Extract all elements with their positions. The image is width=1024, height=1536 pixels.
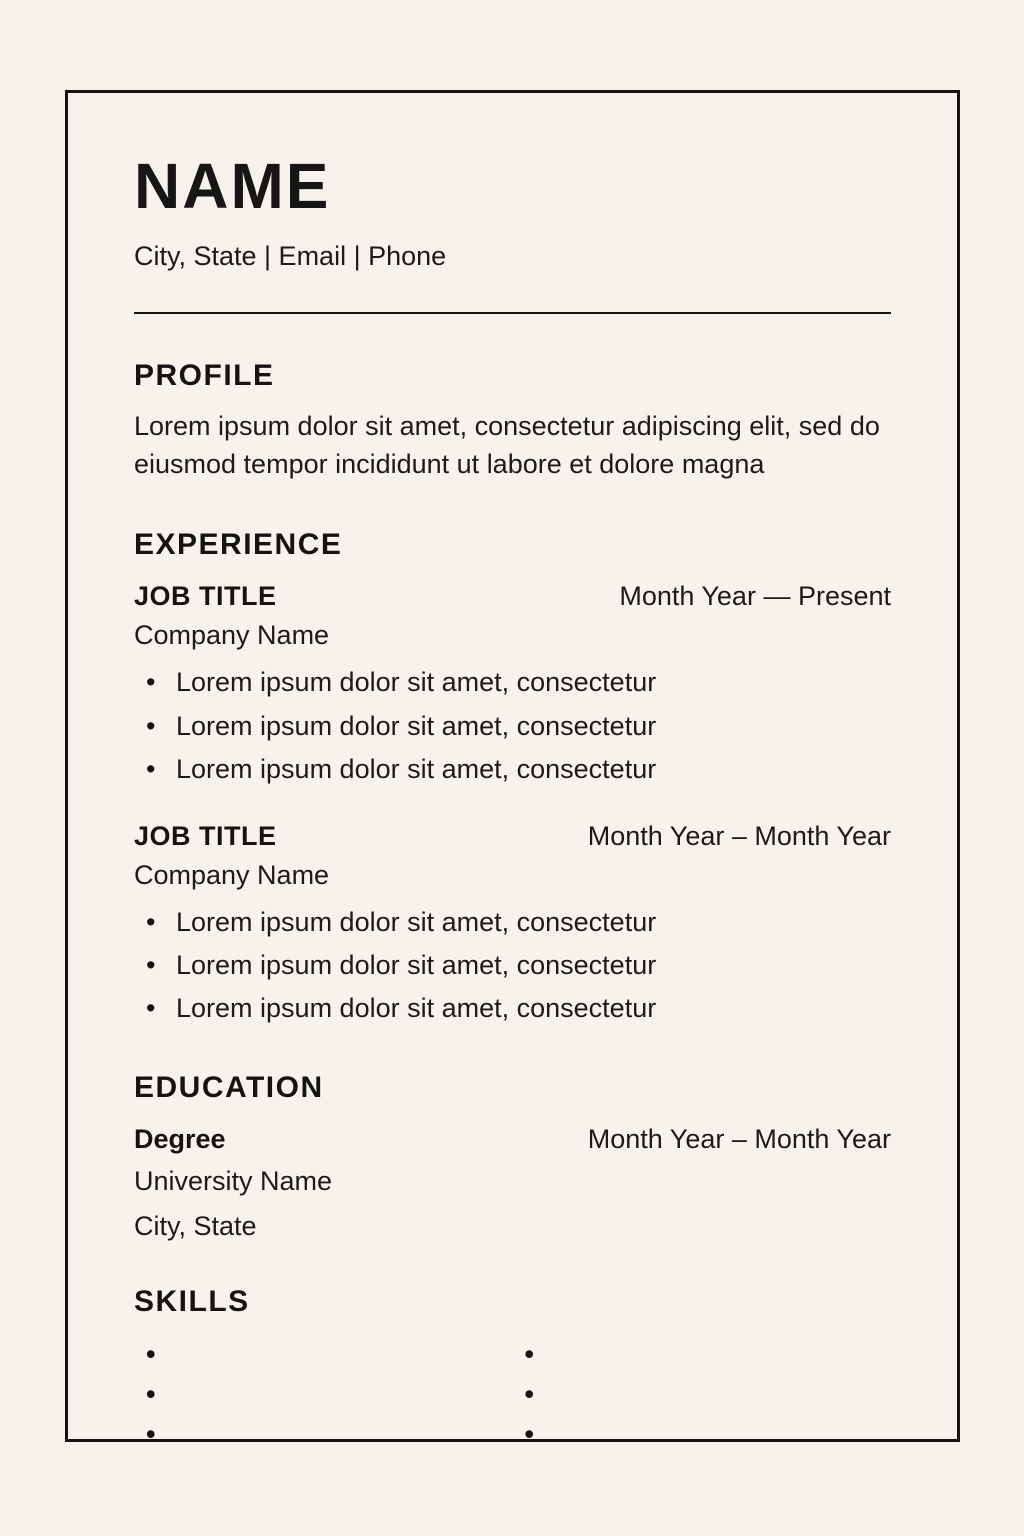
job-bullet-list (134, 661, 891, 791)
education-header-row (134, 1124, 891, 1155)
skills-columns (134, 1334, 891, 1454)
skills-column-right (513, 1334, 892, 1454)
education-entry (134, 1124, 891, 1244)
job-header-row (134, 821, 891, 852)
job-title: JOB TITLE (134, 820, 277, 851)
job-header-row (134, 581, 891, 612)
degree: Degree (134, 1124, 226, 1155)
company-name: Company Name (134, 620, 330, 651)
name-heading: NAME (134, 150, 331, 222)
skill-item (134, 1334, 513, 1374)
experience-entry (134, 821, 891, 1031)
job-bullet-list (134, 901, 891, 1031)
skill-item (134, 1374, 513, 1414)
education-section-heading: EDUCATION (134, 1071, 324, 1105)
skills-column-left (134, 1334, 513, 1454)
job-dates: Month Year – Month Year (587, 820, 891, 851)
skill-item (513, 1374, 892, 1414)
profile-section-heading: PROFILE (134, 358, 275, 392)
job-title: JOB TITLE (134, 581, 277, 612)
job-bullet: • Lorem ipsum dolor sit amet, consectetur (134, 748, 891, 791)
job-bullet: • Lorem ipsum dolor sit amet, consectetur (134, 901, 891, 944)
skill-item (513, 1414, 892, 1454)
contact-line: City, State | Email | Phone (134, 240, 447, 271)
skill-item (134, 1414, 513, 1454)
profile-text: Lorem ipsum dolor sit amet, consectetur adipiscing elit, sed do eiusmod tempor incididunt ut labore et dolore magna (134, 410, 880, 479)
resume-content (68, 93, 957, 1454)
skill-item (513, 1334, 892, 1374)
experience-entry (134, 581, 891, 791)
university-name: University Name (134, 1166, 333, 1197)
education-dates: Month Year – Month Year (587, 1124, 891, 1155)
job-dates: Month Year — Present (619, 581, 891, 612)
job-bullet: • Lorem ipsum dolor sit amet, consectetur (134, 944, 891, 987)
experience-section-heading: EXPERIENCE (134, 528, 343, 562)
job-bullet: • Lorem ipsum dolor sit amet, consectetur (134, 705, 891, 748)
company-name: Company Name (134, 859, 330, 890)
job-bullet: • Lorem ipsum dolor sit amet, consectetur (134, 661, 891, 704)
page-border (65, 90, 960, 1442)
skills-section-heading: SKILLS (134, 1285, 250, 1319)
job-bullet: • Lorem ipsum dolor sit amet, consectetur (134, 987, 891, 1030)
header-divider (134, 312, 891, 314)
education-location: City, State (134, 1210, 257, 1241)
